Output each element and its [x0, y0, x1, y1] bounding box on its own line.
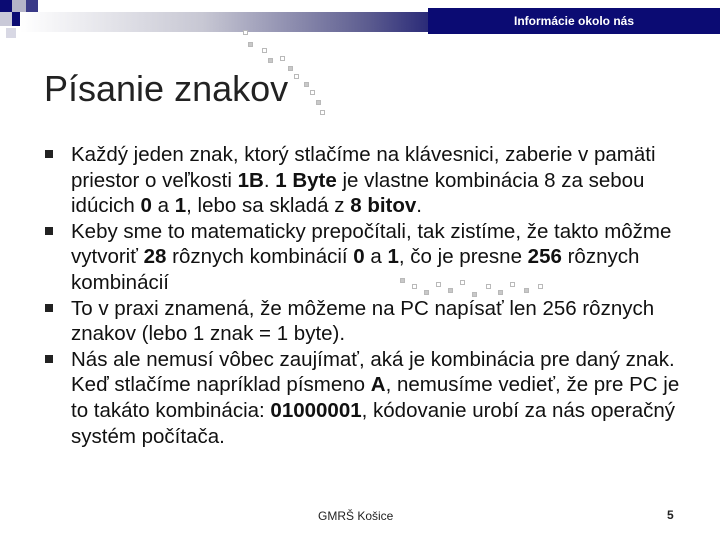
bullet-marker-icon [45, 227, 53, 235]
footer-text: GMRŠ Košice [318, 509, 394, 523]
bullet-item [44, 347, 694, 449]
slide-title: Písanie znakov [44, 68, 289, 109]
bullet-text: rôznych kombinácií [71, 245, 640, 294]
bullet-marker-icon [45, 355, 53, 363]
bullet-text: Keby sme to matematicky prepočítali, tak zistíme, že takto môžme vytvoriť [71, 219, 672, 269]
bullet-text: a [151, 194, 175, 218]
bullet-text: , čo je presne [398, 245, 528, 269]
bullet-text: , nemusíme vedieť, že pre PC je to takáto kombinácia: [71, 373, 680, 422]
decor-square-3 [26, 0, 38, 12]
bullet-marker-icon [45, 150, 53, 158]
header-gradient [20, 12, 428, 32]
bullet-text: 28 [143, 245, 167, 269]
bullet-text: 0 [140, 194, 152, 218]
bullet-text: . [263, 168, 276, 192]
bullet-text: , kódovanie urobí za nás operačný systém počítača. [71, 398, 676, 448]
bullet-text: 0 [353, 245, 365, 269]
bullet-item [44, 142, 694, 219]
decor-square-1 [0, 0, 12, 12]
bullet-text: 1 [174, 194, 187, 218]
bullet-marker-icon [45, 304, 53, 312]
bullet-text: je vlastne kombinácia 8 za sebou idúcich [71, 168, 645, 218]
bullet-list [44, 142, 694, 449]
bullet-text: A [370, 373, 386, 397]
page-number: 5 [667, 508, 674, 522]
header-bar [428, 8, 720, 34]
bullet-text: 1B [237, 168, 264, 192]
bullet-text: 256 [527, 245, 562, 269]
bullet-item [44, 219, 694, 296]
bullet-text: a [364, 245, 388, 269]
bullet-text: 8 bitov [350, 194, 417, 218]
bullet-item [44, 296, 694, 347]
bullet-text: 1 Byte [275, 168, 337, 192]
bullet-text: To v praxi znamená, že môžeme na PC napísať len 256 rôznych znakov (lebo 1 znak = 1 byte). [71, 296, 655, 346]
bullet-text: Nás ale nemusí vôbec zaujímať, aká je kombinácia pre daný znak. Keď stlačíme napríklad písmeno [71, 347, 675, 397]
bullet-text: . [416, 194, 422, 218]
header-title: Informácie okolo nás [513, 14, 635, 28]
bullet-text: Každý jeden znak, ktorý stlačíme na klávesnici, zaberie v pamäti priestor o veľkosti [71, 143, 656, 192]
decor-square-6 [6, 28, 16, 38]
decor-square-4 [0, 12, 12, 26]
bullet-text: rôznych kombinácií [166, 245, 354, 269]
decor-square-2 [12, 0, 26, 12]
bullet-text: , lebo sa skladá z [186, 194, 351, 218]
bullet-text: 01000001 [270, 398, 362, 422]
bullet-text: 1 [387, 245, 399, 269]
